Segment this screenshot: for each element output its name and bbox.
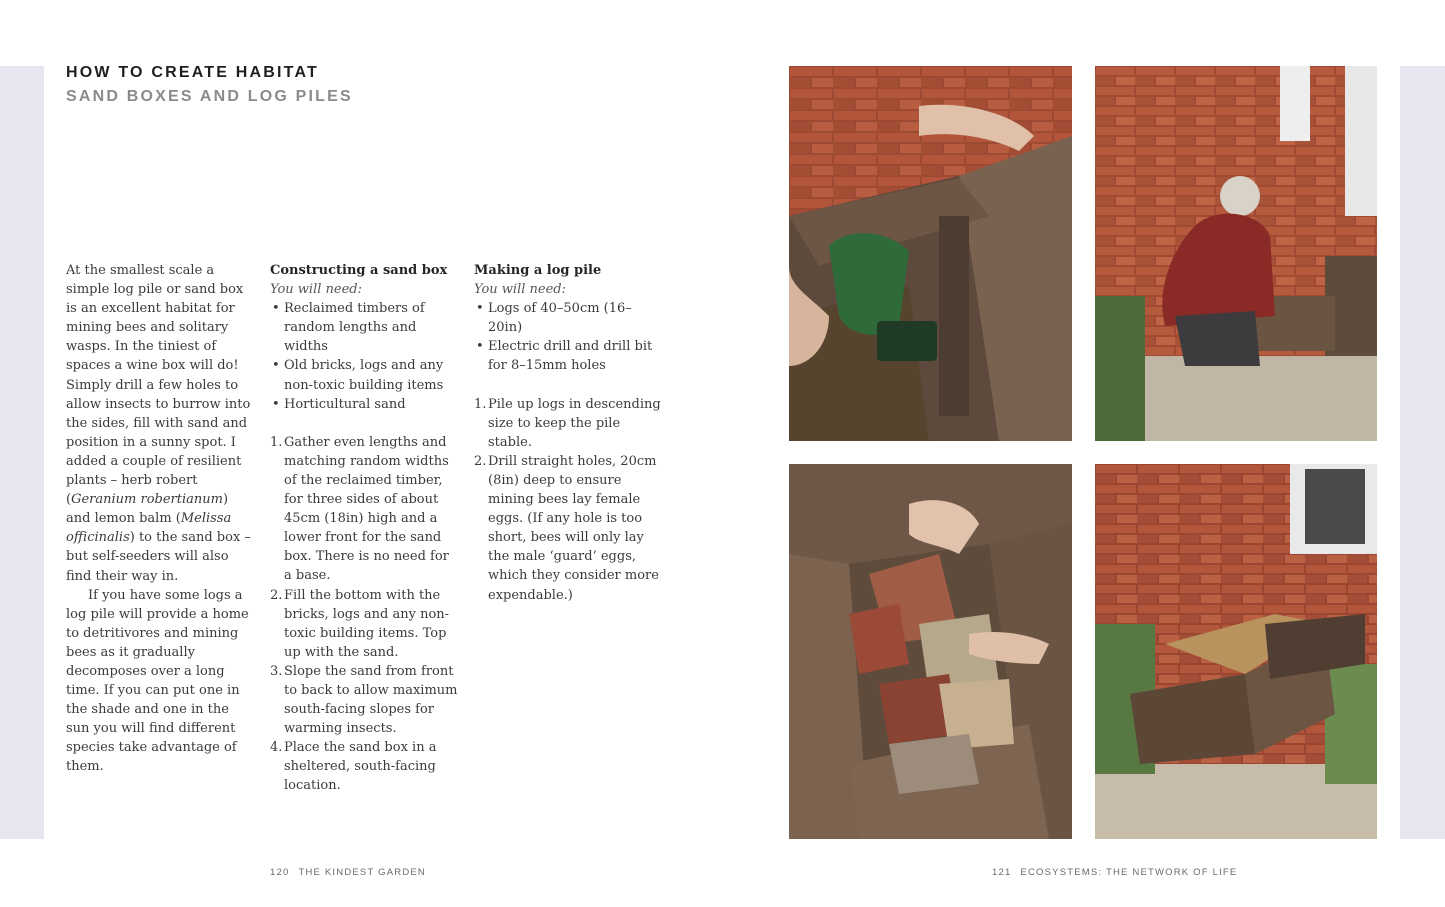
right-margin-band [1400,66,1445,839]
step-text: Gather even lengths and matching random widths of the reclaimed timber, for three sides of about 45cm (18in) high and a lower front for the sand box. There is no need for a base. [284,434,449,584]
list-item [270,433,460,586]
list-item [270,738,460,795]
logpile-title: Making a log pile [474,263,602,278]
sandbox-title: Constructing a sand box [270,263,448,278]
step-number: 1. [270,434,283,450]
logpile-steps-list [474,395,664,605]
running-head-right: ECOSYSTEMS: THE NETWORK OF LIFE [1020,867,1238,878]
step-number: 2. [474,453,487,469]
intro-text: ) and lemon balm ( [66,492,229,527]
photo-drilling-timber [789,66,1072,441]
folio-left [270,867,426,878]
step-number: 4. [270,740,283,756]
logpile-needs-list [474,299,664,375]
step-number: 1. [474,396,487,412]
list-item: • Logs of 40–50cm (16–20in) [474,299,664,337]
list-item [474,452,664,605]
latin-name-geranium: Geranium robertianum [71,492,223,508]
list-item: • Electric drill and drill bit for 8–15mm holes [474,337,664,375]
intro-paragraph-1 [66,261,256,586]
step-text: Fill the bottom with the bricks, logs and any non-toxic building items. Top up with the sand. [284,587,450,660]
step-number: 3. [270,663,283,679]
logpile-column [474,261,664,605]
sandbox-steps-list [270,433,460,796]
step-number: 2. [270,587,283,603]
list-item [270,586,460,662]
running-head-left: THE KINDEST GARDEN [298,867,426,878]
latin-name-melissa: Melissa officinalis [66,511,232,546]
photo-finished-sandbox [1095,464,1377,839]
step-text: Pile up logs in descending size to keep the pile stable. [488,396,661,450]
page-number-right: 121 [992,867,1012,878]
list-item [270,662,460,738]
intro-text: At the smallest scale a simple log pile or sand box is an excellent habitat for mining bees and solitary wasps. In the tiniest of spaces a wine box will do! Simply drill a few holes to allow insects to burrow into the sides, fill with sand and position in a sunny spot. I added a couple of resilient plants – herb robert ( [66,263,251,508]
heading-subtitle: SAND BOXES AND LOG PILES [66,88,353,105]
sandbox-column [270,261,460,796]
folio-right [992,867,1237,878]
page-heading [66,63,353,107]
intro-column [66,261,256,777]
step-text: Drill straight holes, 20cm (8in) deep to ensure mining bees lay female eggs. (If any hole is too short, bees will only lay the male ‘guard’ eggs, which they consider more expendable.) [488,453,659,603]
left-margin-band [0,66,44,839]
step-text: Place the sand box in a sheltered, south-facing location. [284,740,437,794]
intro-paragraph-2: If you have some logs a log pile will provide a home to detritivores and mining bees as it gradually decomposes over a long time. If you can put one in the shade and one in the sun you will find different species take advantage of them. [66,587,249,775]
list-item: • Old bricks, logs and any non-toxic building items [270,356,460,394]
list-item: • Horticultural sand [270,395,460,414]
logpile-need-label: You will need: [474,282,566,298]
sandbox-needs-list [270,299,460,414]
page-number-left: 120 [270,867,290,878]
heading-title: HOW TO CREATE HABITAT [66,64,319,81]
photo-placing-log [1095,66,1377,441]
list-item: • Reclaimed timbers of random lengths and widths [270,299,460,356]
intro-text: ) to the sand box – but self-seeders will also find their way in. [66,530,251,584]
sandbox-need-label: You will need: [270,282,362,298]
step-text: Slope the sand from front to back to allow maximum south-facing slopes for warming insects. [284,663,458,737]
photo-filling-bricks [789,464,1072,839]
list-item [474,395,664,452]
